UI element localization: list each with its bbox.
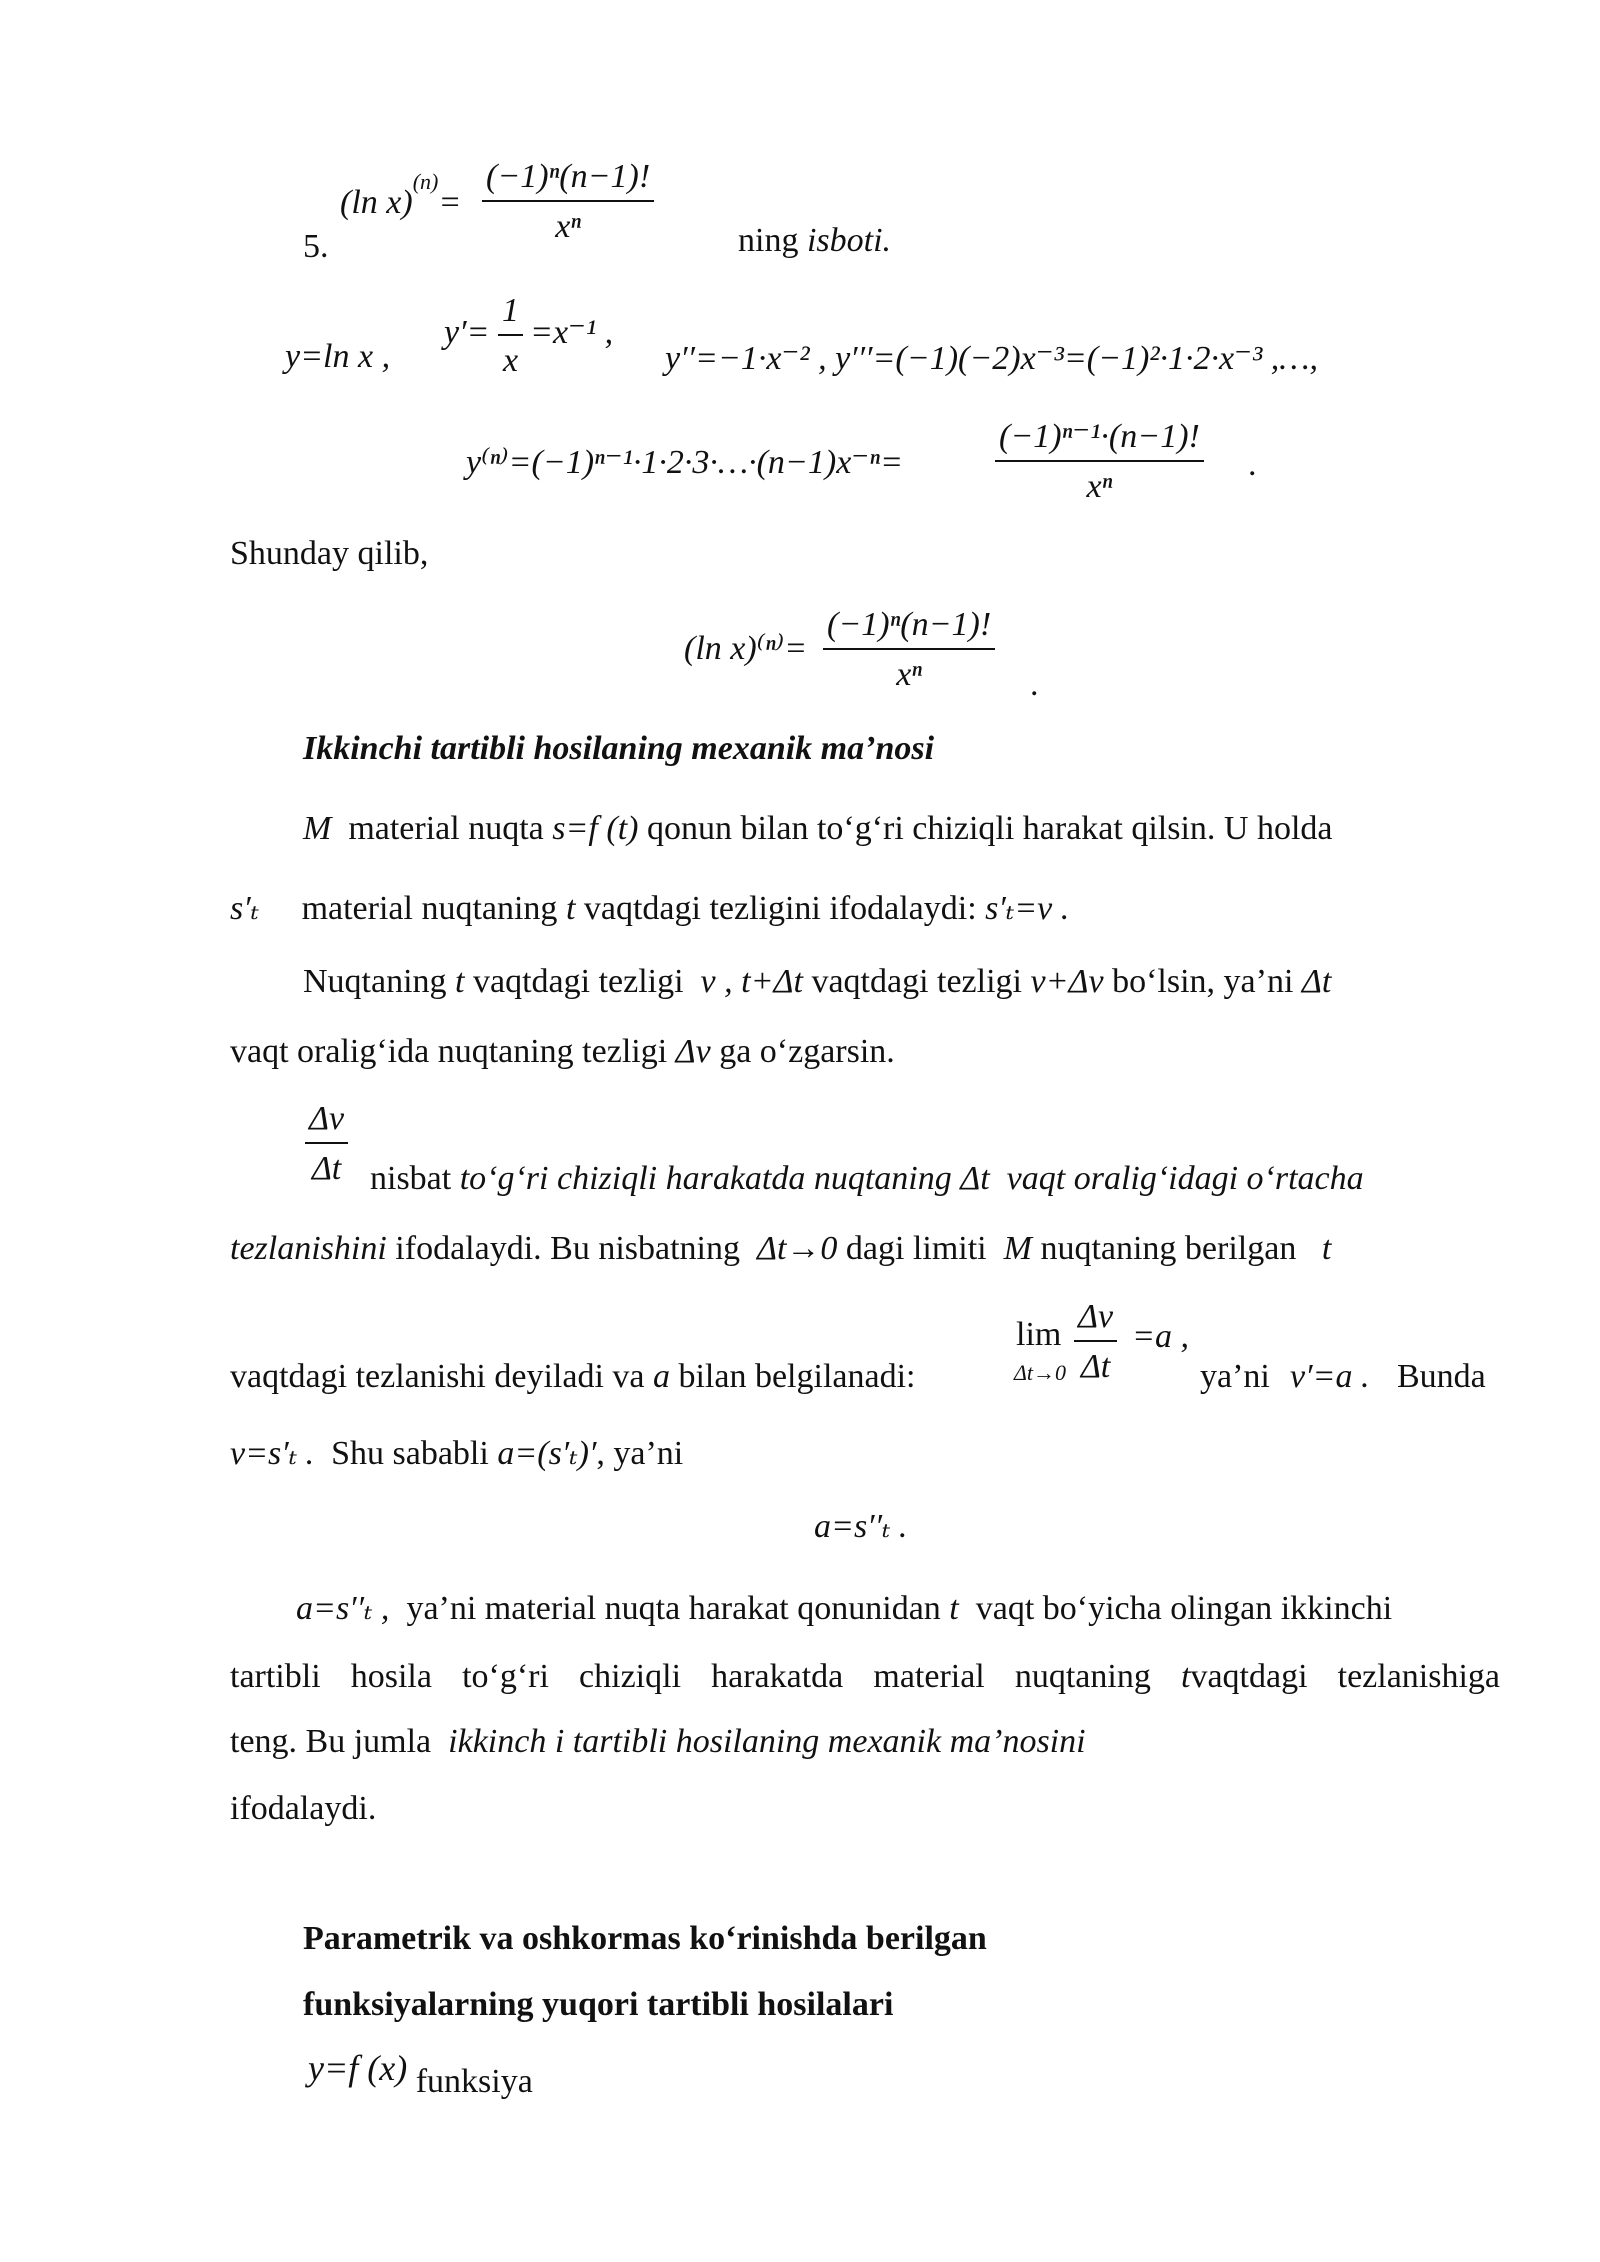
section-heading-mechanical-meaning: Ikkinchi tartibli hosilaning mexanik ma’nosi [303, 730, 935, 767]
p1-line1 [303, 812, 1500, 846]
motion-law: s=f (t) [552, 810, 639, 847]
y-equals-fx: y=f (x) [308, 2048, 408, 2088]
p3-line3 [230, 1360, 915, 1394]
p2-line2 [230, 1035, 895, 1069]
y1-lhs: y′= [444, 314, 490, 351]
p1-text-b: qonun bilan to‘g‘ri chiziqli harakat qilsin. U holda [646, 810, 1333, 847]
dv-dt-fraction [305, 1100, 348, 1188]
y2-y3-derivatives: y′′=−1·x⁻² , y′′′=(−1)(−2)x⁻³=(−1)²·1·2·x⁻³ ,…, [665, 340, 1319, 377]
section-heading-parametric-l2: funksiyalarning yuqori tartibli hosilalari [303, 1986, 894, 2023]
a-equals-st-prime: a=(s′ₜ)′ [497, 1435, 597, 1472]
p2-line1 [303, 965, 1331, 999]
p3-text-m: , ya’ni [596, 1435, 684, 1472]
p4-text-c: tartibli hosila to‘g‘ri chiziqli harakatda material nuqtaning [230, 1658, 1151, 1695]
item5-denominator: xⁿ [555, 208, 582, 245]
point-M: M [1003, 1230, 1032, 1267]
result-numerator: (−1)ⁿ(n−1)! [823, 606, 995, 650]
p3-text-a: nisbat [370, 1160, 452, 1197]
p1-line2 [230, 892, 1069, 926]
item5-numerator: (−1)ⁿ(n−1)! [482, 158, 654, 202]
v-symbol: v , [700, 963, 733, 1000]
p4-text-d: vaqtdagi tezlanishiga [1190, 1658, 1501, 1695]
st-symbol: s′ₜ [230, 890, 260, 927]
item-number: 5. [303, 228, 329, 265]
p3-text-f: dagi limiti [845, 1230, 987, 1267]
p4-text-f: ikkinch i tartibli hosilaning mexanik ma’nosini [448, 1723, 1086, 1760]
p4-text-e: teng. Bu jumla [230, 1723, 432, 1760]
section-heading-parametric-l1: Parametrik va oshkormas ko‘rinishda berilgan [303, 1920, 987, 1957]
funksiya-text: funksiya [415, 2063, 533, 2100]
p3-line2 [230, 1232, 1331, 1266]
p2-text-f: ga o‘zgarsin. [719, 1033, 895, 1070]
item5-caption [738, 224, 891, 258]
t-symbol: t [565, 890, 576, 927]
yn-lhs: y⁽ⁿ⁾=(−1)ⁿ⁻¹·1·2·3·…·(n−1)x⁻ⁿ= [466, 444, 903, 481]
dv-symbol: Δv [675, 1033, 711, 1070]
p3-text-e: ifodalaydi. Bu nisbatning [395, 1230, 740, 1267]
dt-symbol: Δt [960, 1160, 990, 1197]
dt-symbol: Δt [1301, 963, 1332, 1000]
t-plus-dt: t+Δt [741, 963, 803, 1000]
y1-rhs: =x⁻¹ , [530, 314, 614, 351]
p4-line1 [296, 1592, 1392, 1626]
p1-text-a: material nuqta [348, 810, 544, 847]
p4-text-b: vaqt bo‘yicha olingan ikkinchi [975, 1590, 1393, 1627]
lim-denominator: Δt [1080, 1348, 1111, 1385]
p4-text-a: ya’ni material nuqta harakat qonunidan [406, 1590, 941, 1627]
p2-text-d: bo‘lsin, ya’ni [1112, 963, 1294, 1000]
p3-text-d: tezlanishini [230, 1230, 387, 1267]
p1-text-c: material nuqtaning [301, 890, 558, 927]
y-definition: y=ln x , [285, 338, 391, 375]
result-lhs: (ln x)⁽ⁿ⁾= [684, 630, 808, 667]
y1-fraction [498, 292, 523, 380]
p2-text-b: vaqtdagi tezligi [473, 963, 684, 1000]
point-M: M [303, 810, 332, 847]
p2-text-a: Nuqtaning [303, 963, 447, 1000]
lim-subscript: Δt→0 [1014, 1360, 1067, 1385]
item5-caption-italic: isboti. [806, 222, 892, 259]
v-equals-st: v=s′ₜ . [230, 1435, 315, 1472]
dt-denominator: Δt [311, 1150, 342, 1187]
v-plus-dv: v+Δv [1030, 963, 1104, 1000]
p3-text-i: bilan belgilanadi: [678, 1358, 916, 1395]
item5-lhs-base: (ln x) [340, 184, 413, 221]
p4-line4: ifodalaydi. [230, 1790, 377, 1827]
t-symbol: t [455, 963, 465, 1000]
p3-text-c: vaqt oralig‘idagi o‘rtacha [1006, 1160, 1364, 1197]
t-symbol: t [949, 1590, 959, 1627]
a-equals-stt: a=s′′ₜ , [296, 1590, 390, 1627]
p4-line2 [230, 1660, 1500, 1694]
lim-numerator: Δv [1074, 1298, 1117, 1342]
dt-to-zero: Δt→0 [756, 1230, 838, 1267]
p3-text-b: to‘g‘ri chiziqli harakatda nuqtaning [459, 1160, 952, 1197]
p3-text-g: nuqtaning berilgan [1040, 1230, 1297, 1267]
p3-line1 [370, 1162, 1364, 1196]
result-fraction [823, 606, 995, 694]
result-end: . [1030, 666, 1039, 703]
p3-line4 [230, 1437, 683, 1471]
item5-caption-plain: ning [738, 222, 807, 259]
yn-end: . [1248, 446, 1257, 483]
a-equals-stt-center: a=s′′ₜ . [814, 1508, 908, 1545]
item5-eq: = [438, 184, 462, 221]
lim-fraction [1074, 1298, 1117, 1386]
p2-text-e: vaqt oralig‘ida nuqtaning tezligi [230, 1033, 668, 1070]
p3-bunda: Bunda [1397, 1358, 1486, 1395]
a-symbol: a [652, 1358, 670, 1395]
item5-lhs-exp: (n) [412, 168, 439, 194]
shunday-text: Shunday qilib, [230, 535, 429, 572]
t-symbol: t [1321, 1230, 1332, 1267]
last-line [308, 2048, 533, 2100]
result-denominator: xⁿ [896, 656, 923, 693]
t-symbol: t [1180, 1658, 1191, 1695]
y1-denominator: x [502, 342, 519, 379]
item5-lhs [340, 168, 462, 221]
p3-text-l: Shu sababli [331, 1435, 489, 1472]
yn-fraction [995, 416, 1204, 506]
p1-text-d: vaqtdagi tezligini ifodalaydi: [583, 890, 977, 927]
yn-denominator: xⁿ [1086, 468, 1113, 505]
lim-rhs: =a , [1132, 1318, 1189, 1355]
item5-fraction [482, 158, 654, 246]
p2-text-c: vaqtdagi tezligi [811, 963, 1022, 1000]
y1-numerator: 1 [498, 292, 523, 336]
yn-numerator: (−1)ⁿ⁻¹·(n−1)! [995, 416, 1204, 462]
p3-yani: ya’ni [1200, 1358, 1270, 1395]
lim-word: lim [1016, 1316, 1062, 1353]
st-equals-v: s′ₜ=v . [985, 890, 1070, 927]
v-prime-equals-a: v′=a . [1290, 1358, 1370, 1395]
p3-text-h: vaqtdagi tezlanishi deyiladi va [230, 1358, 645, 1395]
dv-numerator: Δv [305, 1100, 348, 1144]
p4-line3 [230, 1725, 1086, 1759]
